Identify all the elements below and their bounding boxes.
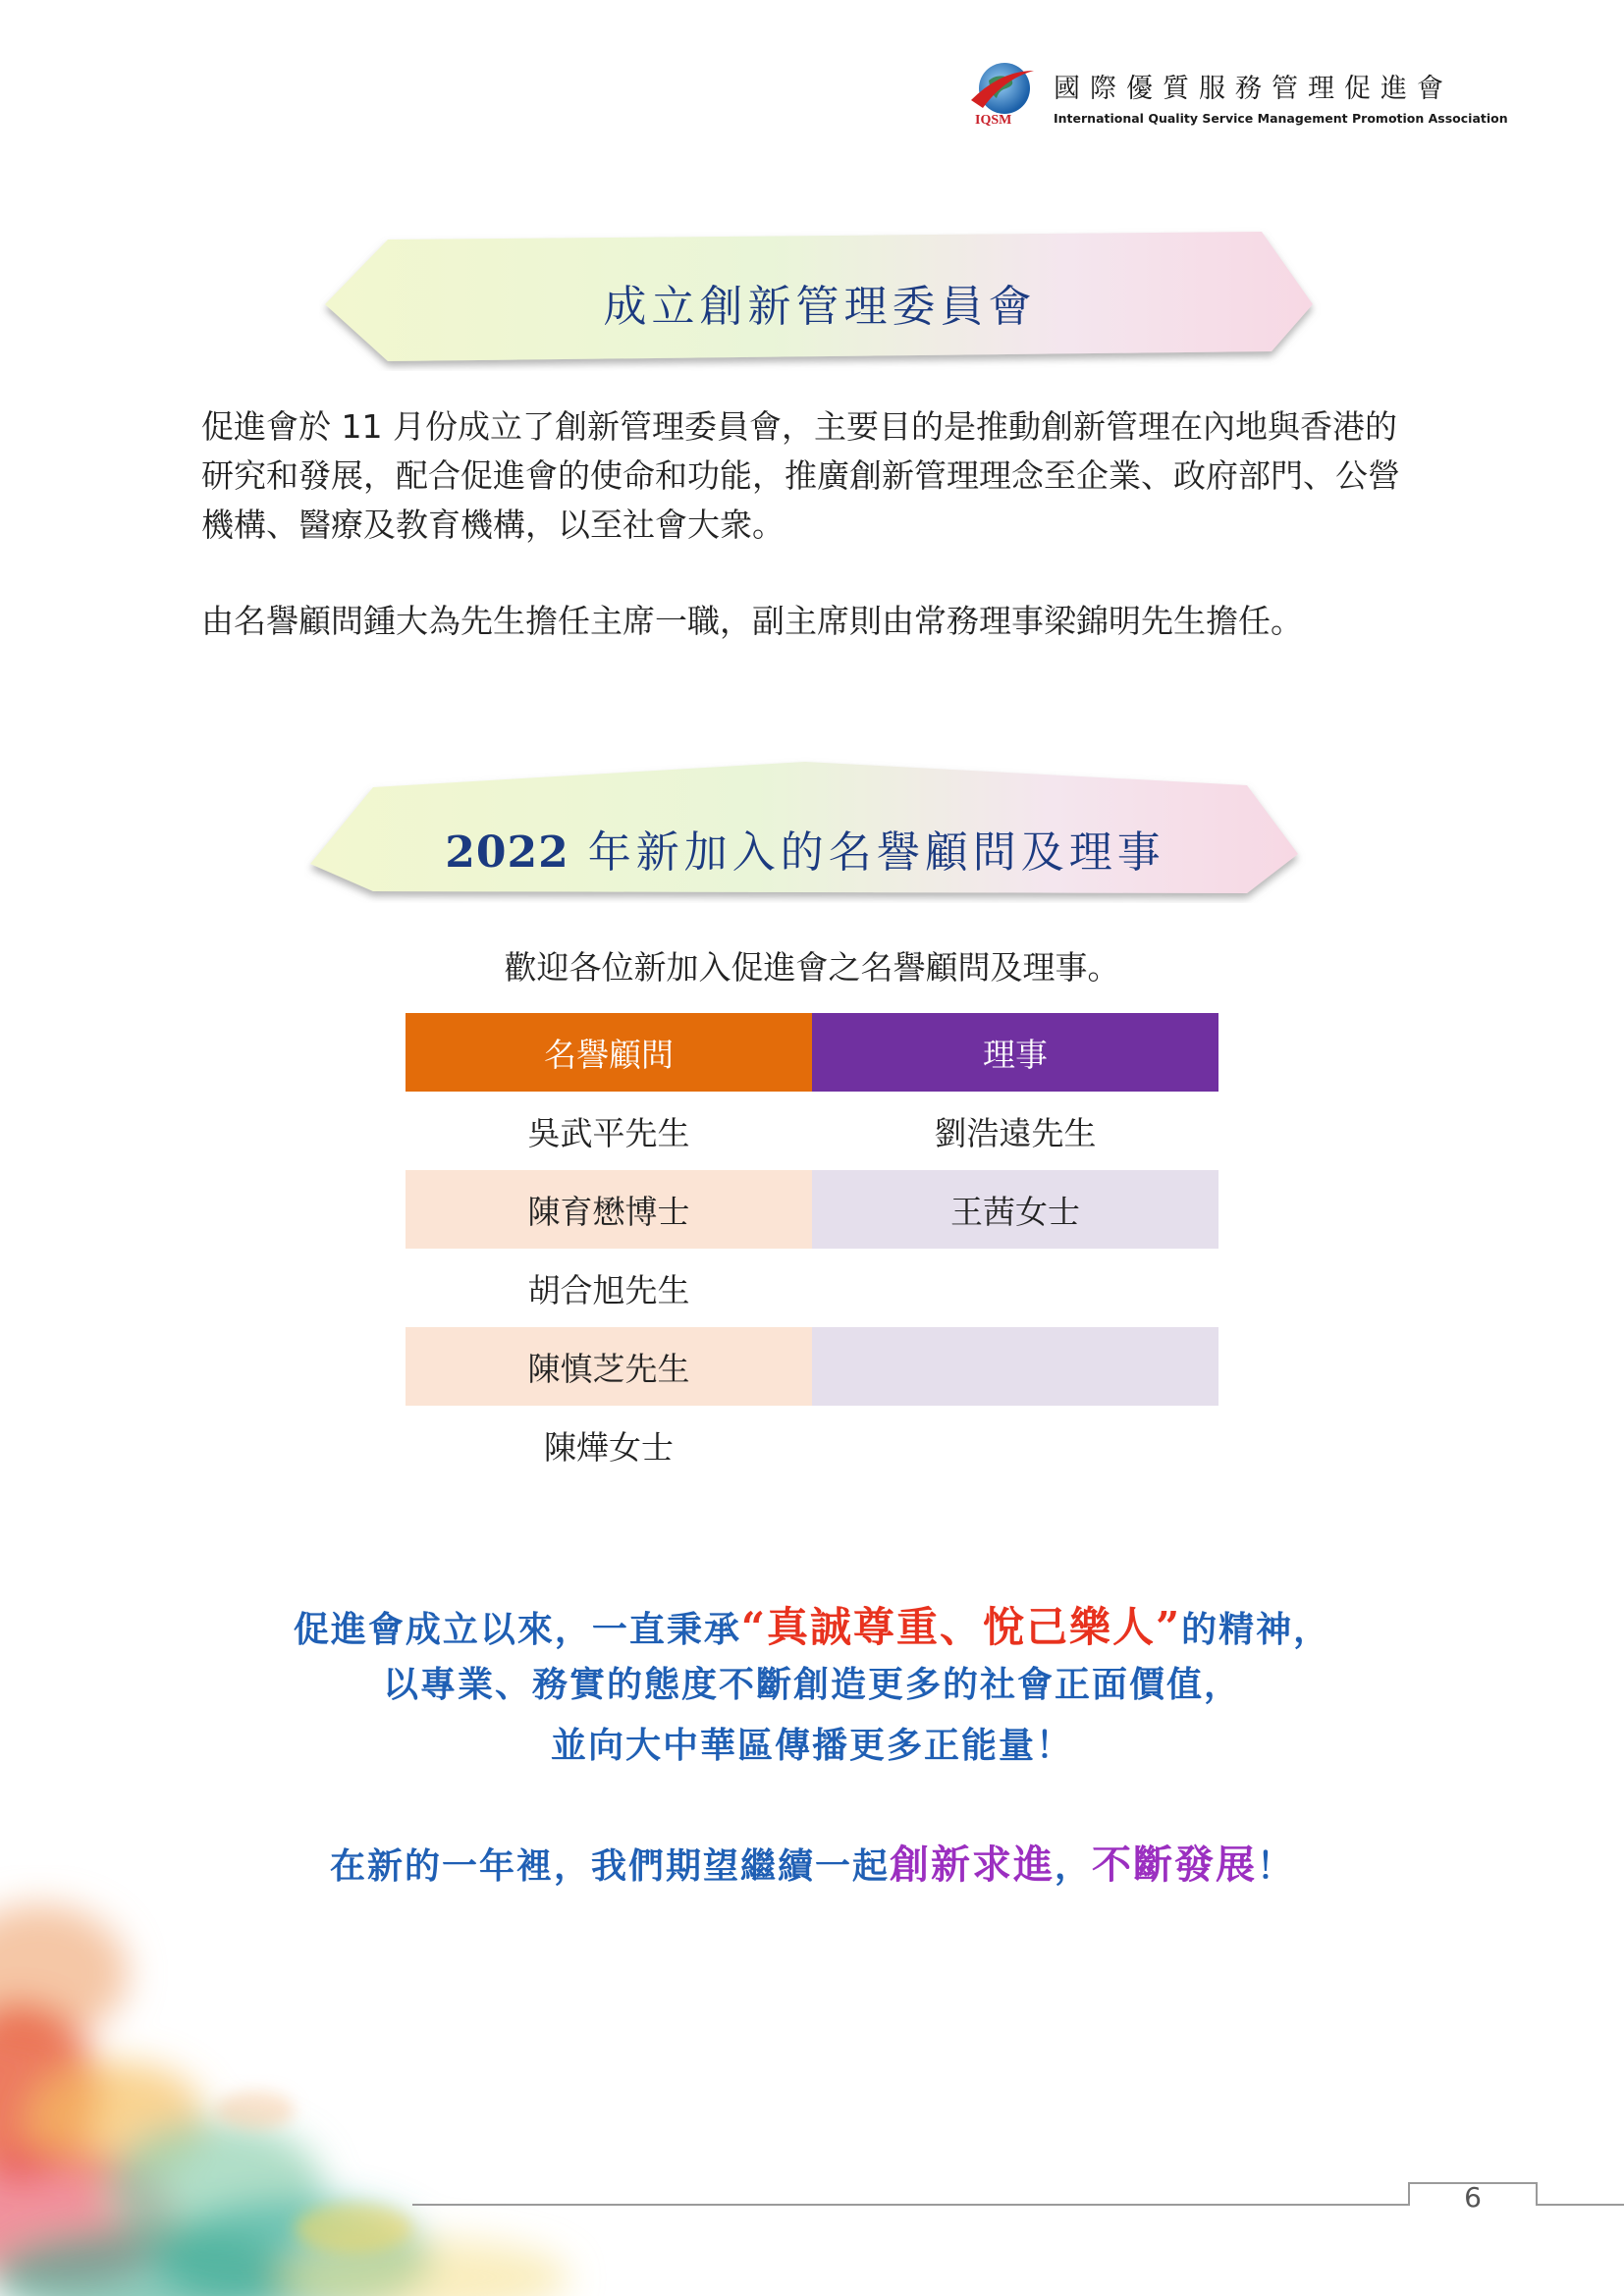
slogan-motto: “真誠尊重、悅己樂人” xyxy=(740,1603,1182,1651)
slogan-line3: 並向大中華區傳播更多正能量！ xyxy=(550,1725,1073,1766)
slogan-line4-pre: 在新的一年裡，我們期望繼續一起 xyxy=(329,1845,890,1887)
advisor-cell: 陳慎芝先生 xyxy=(406,1327,812,1406)
header-director: 理事 xyxy=(812,1013,1218,1092)
advisor-cell: 胡合旭先生 xyxy=(527,1270,690,1309)
advisor-cell: 吳武平先生 xyxy=(527,1113,690,1152)
svg-text:IQSM: IQSM xyxy=(975,113,1012,128)
table-row xyxy=(406,1092,1218,1170)
director-cell xyxy=(812,1406,1218,1484)
section1-paragraph1: 促進會於 11 月份成立了創新管理委員會，主要目的是推動創新管理在內地與香港的研究和發展，配合促進會的使命和功能，推廣創新管理理念至企業、政府部門、公營機構、醫療及教育機構，以至社會大衆。 xyxy=(201,407,1400,544)
director-cell: 劉浩遠先生 xyxy=(934,1113,1097,1152)
org-name-en: International Quality Service Management Promotion Association xyxy=(1054,111,1508,126)
section2-intro: 歡迎各位新加入促進會之名譽顧問及理事。 xyxy=(504,948,1120,987)
slogan-innovate: 創新求進 xyxy=(889,1842,1055,1888)
section1-title: 成立創新管理委員會 xyxy=(603,282,1037,332)
footer-rule xyxy=(0,2169,1624,2209)
page-number: 6 xyxy=(1464,2181,1482,2214)
members-table xyxy=(406,1013,1218,1484)
advisor-cell: 陳燁女士 xyxy=(544,1427,674,1467)
slogan-line2: 以專業、務實的態度不斷創造更多的社會正面價值， xyxy=(382,1664,1241,1705)
advisor-cell: 陳育懋博士 xyxy=(406,1170,812,1249)
section1-paragraph2: 由名譽顧問鍾大為先生擔任主席一職，副主席則由常務理事梁錦明先生擔任。 xyxy=(201,602,1303,640)
slogan-develop: 不斷發展 xyxy=(1092,1842,1257,1888)
section2-title-text: 年新加入的名譽顧問及理事 xyxy=(587,828,1165,878)
table-row xyxy=(406,1170,1218,1249)
slogan-line1-post: 的精神， xyxy=(1181,1609,1331,1650)
table-row xyxy=(406,1406,1218,1484)
director-cell xyxy=(812,1327,1218,1406)
section2-banner xyxy=(304,756,1306,903)
org-name-cn: 國際優質服務管理促進會 xyxy=(1054,74,1453,104)
table-row xyxy=(406,1327,1218,1406)
slogan-line1 xyxy=(0,1595,1624,1654)
globe-logo-icon xyxy=(967,57,1038,128)
table-row xyxy=(406,1249,1218,1327)
section2-title-year: 2022 xyxy=(445,828,569,878)
section1-banner xyxy=(319,224,1321,371)
watercolor-decoration xyxy=(0,1865,687,2296)
director-cell xyxy=(812,1249,1218,1327)
table-header-row xyxy=(406,1013,1218,1092)
director-cell: 王茜女士 xyxy=(812,1170,1218,1249)
slogan-line4-comma: ， xyxy=(1054,1845,1092,1887)
slogan-line1-pre: 促進會成立以來，一直秉承 xyxy=(293,1609,741,1650)
slogan-line4-bang: ！ xyxy=(1257,1845,1295,1887)
org-logo xyxy=(967,57,1508,135)
section2-title xyxy=(304,817,1306,880)
header-honorary-advisor: 名譽顧問 xyxy=(406,1013,812,1092)
